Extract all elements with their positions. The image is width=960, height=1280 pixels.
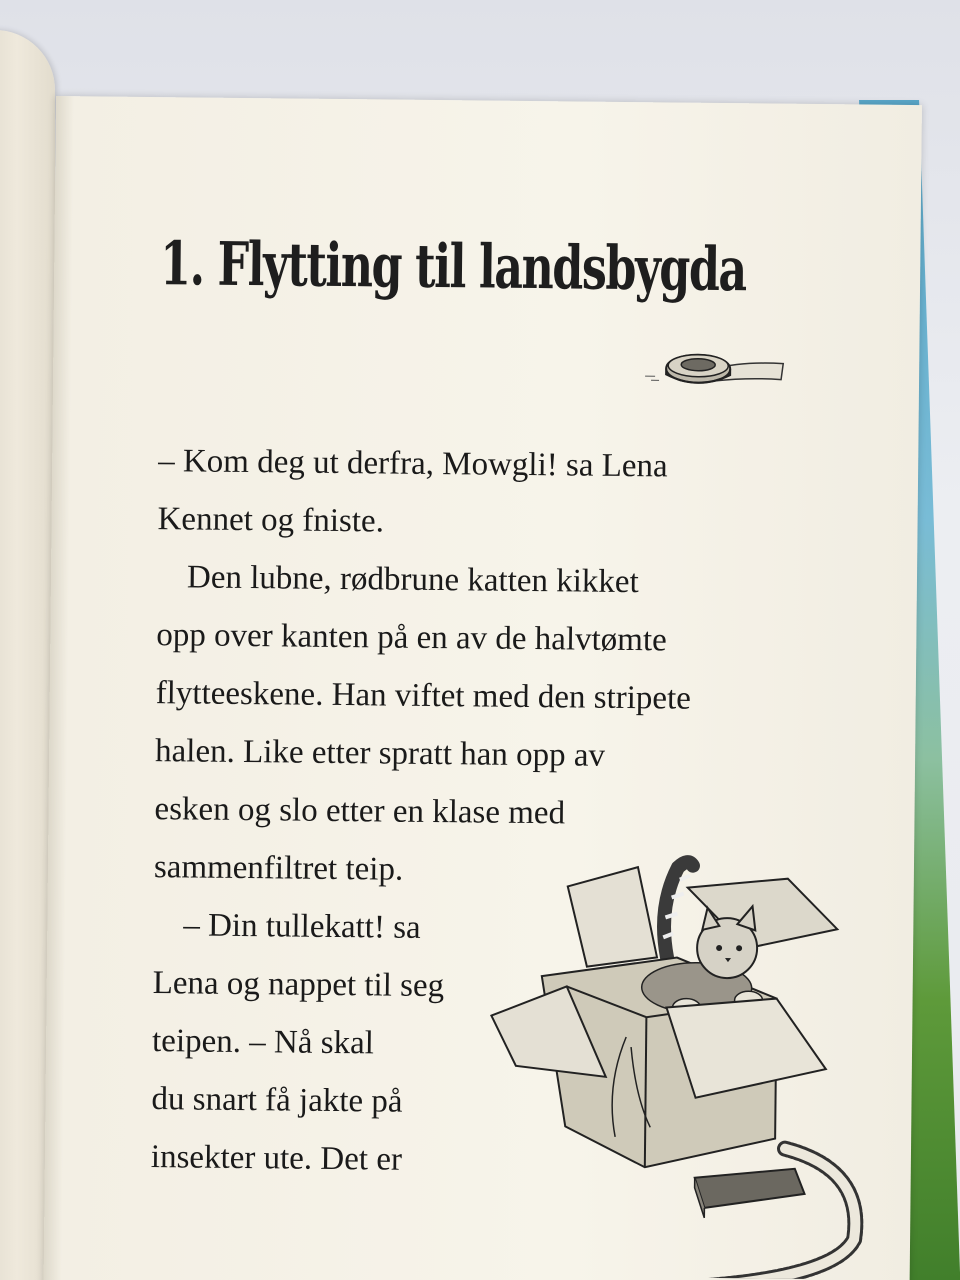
text-line: teipen. – Nå skal — [151, 1023, 375, 1062]
text-line: esken og slo etter en klase med — [154, 791, 566, 832]
text-line: – Kom deg ut derfra, Mowgli! sa Lena — [157, 443, 668, 485]
text-line: opp over kanten på en av de halvtømte — [156, 617, 667, 659]
chapter-title: 1. Flytting til landsbygda — [159, 229, 747, 306]
text-line: Den lubne, rødbrune katten kikket — [186, 559, 639, 601]
text-line: flytteeskene. Han viftet med den stripete — [155, 675, 692, 717]
tape-roll-illustration — [643, 338, 804, 400]
text-line: halen. Like etter spratt han opp av — [154, 733, 606, 774]
cat-in-box-illustration — [484, 846, 888, 1280]
text-line: sammenfiltret teip. — [153, 849, 404, 888]
text-line: Lena og nappet til seg — [152, 965, 445, 1005]
text-line: insekter ute. Det er — [150, 1139, 403, 1178]
text-line: Kennet og fniste. — [157, 501, 385, 540]
text-line: du snart få jakte på — [151, 1081, 403, 1120]
book-page — [43, 96, 922, 1280]
text-line: – Din tullekatt! sa — [183, 907, 421, 946]
